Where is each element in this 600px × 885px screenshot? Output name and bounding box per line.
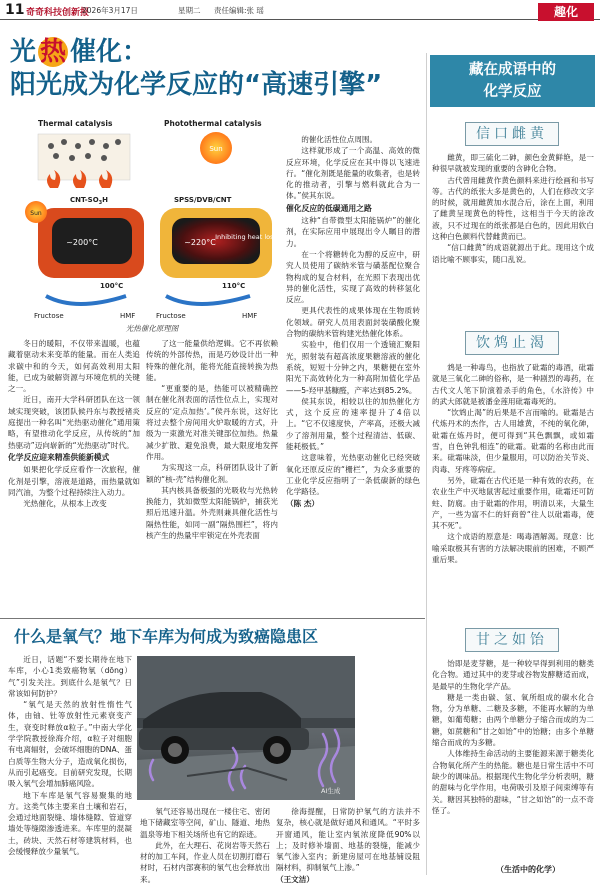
idiom-section-2 — [432, 362, 594, 565]
paragraph: 其内核具备极强的光吸收与光热转换能力，犹如微型太阳能锅炉，捕获光照后迅速升温。外壳则兼具催化活性与隔热性能，如同一副“隔热围栏”，将内核产生的热量牢牢锁定在外壳表面 — [146, 485, 278, 541]
byline: （王文洁） — [276, 874, 314, 884]
left-flow-arrow — [46, 296, 126, 304]
banner-line2: 化学反应 — [483, 83, 542, 100]
title-heat-char: 热 — [40, 37, 67, 67]
title-part-a: 光 — [10, 37, 37, 67]
article1-col1 — [8, 338, 140, 509]
sidebar-banner — [430, 55, 595, 107]
paragraph: 实验中，他们仅用一个透镜汇聚阳光，照射装有超高浓度果糖溶液的催化系统，短短十分钟之内，果糖便在室外阳光下高效转化为一种高附加值化学品——5-羟甲基糠醛，产率达到85.2%。 — [286, 340, 420, 395]
title-line2: 阳光成为化学反应的“高速引擎” — [10, 70, 383, 100]
left-catalyst: CNT-$SO_3H$ — [70, 196, 108, 206]
paragraph: 更具代表性的成果体现在生物质转化领域。研究人员用表面封装磺酸化聚合物的碳纳米管构建光热催化体系。 — [286, 306, 420, 339]
byline: （陈 杰） — [286, 498, 320, 508]
page-number: 11 — [5, 2, 25, 18]
paragraph: 了这一能量供给逻辑。它不再依赖传统的外部传热，而是巧妙设计出一种特殊的催化剂，能将光能直接转换为热能。 — [146, 339, 278, 382]
idiom-section-1 — [432, 152, 594, 265]
car-illustration — [137, 656, 355, 800]
right-temp: ~220°C — [184, 238, 216, 247]
right-fructose: Fructose — [156, 312, 186, 320]
subheading: 催化反应的低碳通用之路 — [286, 203, 372, 213]
idiom-title-2: 饮鸩止渴 — [465, 331, 559, 355]
paragraph: 如果把化学反应看作一次旅程，催化剂是引擎，溶液是道路，而热量就如同汽油，为整个过程持续注入动力。 — [8, 465, 140, 497]
right-hmf: HMF — [242, 312, 258, 320]
paragraph: 人体维持生命活动的主要能源来源于糖类化合物氧化所产生的热能。糖也是日常生活中不可缺少的调味品。根据现代生物化学分析表明，糖的甜味与化学作用，电荷吸引及原子间束缚等有关。糖因其独特的甜味，“甘之如饴”的一点不奇怪了。 — [432, 749, 594, 815]
left-heat: 100°C — [100, 282, 124, 290]
photothermal-title: Photothermal catalysis — [164, 119, 262, 128]
paragraph: 这个成语的原意是：喝毒酒解渴。现意：比喻采取极其有害的方法解决眼前的困难，不顾严重后果。 — [432, 532, 594, 565]
paragraph: 近日，南开大学科研团队在这一领域实现突破，该团队候丹东与教授褚炎庭提出一种名叫“光热驱动催化”通用策略，有望推动化学反应，从传统的“加热驱动”迈向崭新的“光热驱动”时代。 — [8, 395, 140, 450]
weekday: 星期二 — [178, 6, 201, 15]
title-part-b: 催化： — [70, 37, 149, 67]
photo-credit: AI生成 — [321, 787, 341, 795]
paragraph: 氡气还容易出现在一楼住宅、密闭地下储藏室等空间，矿山、隧道、地热温泉等地下相关场所也有它的踪迹。 — [140, 807, 270, 839]
article1-title — [10, 36, 420, 102]
article1-col2 — [146, 338, 278, 541]
subheading: 化学反应迎来精准供能新模式 — [8, 452, 110, 462]
article1-col3 — [286, 134, 420, 509]
sun-label-right: Sun — [209, 145, 223, 153]
paragraph: 冬日的暖阳，不仅带来温暖，也蕴藏着驱动未来变革的能量。而在人类追求碳中和的今天，如何高效利用太阳能，已成为破解资源与环境危机的关键之一。 — [8, 339, 140, 394]
sun-label-left: Sun — [30, 210, 42, 217]
paragraph: 这样就形成了一个高温、高效的微反应环境，化学反应在其中得以飞速进行。“催化剂既是能量的收集者，也是转化的推动者，引擎与燃料就此合为一体。”侯其东说。 — [286, 146, 420, 201]
newspaper-name: 奇奇科技创新报 — [26, 8, 90, 18]
article2-col1 — [8, 654, 132, 857]
banner-line1: 藏在成语中的 — [469, 61, 556, 78]
article2-title: 什么是氧气？地下车库为何成为致癌隐患区 — [14, 627, 319, 646]
idiom-title-1: 信口雌黄 — [465, 122, 559, 146]
inhibit-label: Inhibiting heat loss — [215, 233, 277, 241]
paragraph: 徐海提醒，日常防护氡气的方法并不复杂，核心就是做好通风和通风。“平时多开窗通风，能让室内氡浓度降低90%以上；及时修补墙面、地基的裂缝，能减少氡气渗入室内；新建房屋可在地基铺设阻隔材料，抑制氡气上渗。” — [276, 807, 420, 873]
paragraph: “氡气是天然的放射性惰性气体，由铀、钍等放射性元素衰变产生，衰变时释放α粒子。”中南大学化学学院教授徐海介绍，α粒子对细胞有电离辐射，会破坏细胞的DNA、蛋白质等生物大分子，造成氧化损伤，从而引起癌变。目前研究发现，长期吸入氡气会增加肺癌风险。 — [8, 700, 132, 789]
left-temp: ~200°C — [66, 238, 98, 247]
paragraph: 为实现这一点，科研团队设计了新颖的“核-壳”结构催化剂。 — [146, 463, 278, 484]
left-hmf: HMF — [120, 312, 136, 320]
paragraph: 这种“自带微型太阳能锅炉”的催化剂，在实际应用中展现出令人瞩目的潜力。 — [286, 216, 420, 248]
paragraph: 在一个将糖转化为醇的反应中，研究人员使用了碳纳米管与磺基配位聚合物构成的复合材料，在光照下表现出优异的催化活性，实现了高效的转移氢化反应。 — [286, 249, 420, 305]
paragraph: 侯其东说，相较以往的加热催化方式，这个反应的速率提升了4倍以上。“它不仅速度快，产率高，还极大减少了溶剂用量，整个过程清洁、低碳、能耗极低。” — [286, 396, 420, 452]
thermal-title: Thermal catalysis — [38, 119, 113, 128]
catalysis-diagram — [26, 112, 278, 326]
editor-credit: 责任编辑:张 瑶 — [214, 6, 264, 15]
idiom-section-3 — [432, 658, 594, 816]
paragraph: 的催化活性位点周围。 — [301, 135, 378, 144]
paragraph: 雌黄，即三硫化二砷，颜色金黄鲜艳，是一种很早就被发现的重要的含砷化合物。 — [432, 153, 594, 174]
right-heat: 110°C — [222, 282, 246, 290]
article2-col2 — [140, 806, 270, 885]
sidebar-source: （生活中的化学） — [496, 865, 560, 874]
left-fructose: Fructose — [34, 312, 64, 320]
paragraph: 近日，话题“不要长期待在地下车库，小心1类致癌物氡（dōng）气”引发关注。到底什么是氡气？日常该如何防护？ — [8, 655, 132, 698]
idiom-title-3: 甘之如饴 — [465, 628, 559, 652]
right-catalyst: SPSS/DVB/CNT — [174, 196, 232, 204]
figure-caption: 光热催化原理图 — [125, 324, 179, 333]
paragraph: “信口雌黄”的成语就源出于此。现用这个成语比喻不顾事实，随口乱说。 — [432, 243, 594, 264]
garage-photo — [137, 656, 355, 800]
right-flow-arrow — [166, 296, 250, 304]
paragraph: 古代曾用雌黄作黄色颜料来进行绘画和书写等。古代的纸张大多是黄色的，人们在修改文字的时候，就用雌黄加水混合后，涂在上面，利用了雌黄呈现黄色的特性，这相当于今天的涂改液，只不过现在的纸张都是白色的，因此用软白这种白色颜料代替雌黄而已。 — [432, 175, 594, 242]
paragraph: 另外，砒霜在古代还是一种有效的农药，在农业生产中灭地鼠害起过重要作用，砒霜还可防蛀、防腐。由于砒霜的作用，明清以来，大量生产，一些为富不仁的奸商曾“往人以砒霜毒，使其不死”。 — [432, 475, 594, 531]
page-header — [0, 0, 600, 20]
paragraph: 光热催化，从根本上改变 — [23, 499, 107, 509]
paragraph: 地下车库是氡气容易聚集的地方。这类气体主要来自土壤和岩石，会通过地面裂缝、墙体缝隙、管道穿墙处等缝隙渗透进来。车库里的混凝土，砖块、天然石材等建筑材料，也会缓慢释放少量氡气。 — [8, 790, 132, 857]
article2-col3 — [276, 806, 420, 885]
divider — [0, 618, 425, 619]
paragraph: 鸩是一种毒鸟，也指放了砒霜的毒酒，砒霜就是三氧化二砷的俗称，是一种剧烈的毒药，在古代文人笔下阶演着杀手的角色，《水浒传》中的武大郎就是被潘金莲用砒霜毒死的。 — [432, 363, 594, 406]
paragraph: 饴即是麦芽糖，是一种较早得到利用的糖类化合物。通过其中的麦芽或谷物发酵糖适而成，是最早的生物化学产品。 — [432, 659, 594, 691]
paragraph: “饮鸩止渴”的后果是不言而喻的。砒霜是古代炼丹术的杰作，古人用雄黄，不纯的氧化砷，砒霜在炼丹时，便可得到“其色飘飘，或如霜雪，自色钟乳相连”的砒霜。砒霜的名称由此而来。砒霜味淡，但少量服用，可以防治关节炎、肉毒、牙疼等病症。 — [432, 408, 594, 474]
issue-date: 2026年3月17日 — [82, 6, 138, 15]
paragraph: 此外，在大理石、花岗岩等天然石材的加工车间，作业人员在切割打磨石材时，石材内部赛积的氡气也会释放出来。 — [140, 840, 270, 884]
paragraph: 这意味着，光热驱动催化已经突破氧化还原反应的“栅栏”，为众多重要的工业化学反应指明了一条低碳新的绿色化学路径。 — [286, 453, 420, 497]
paragraph: 糖是一类由碳、氢、氧所组成的碳水化合物，分为单糖、二糖及多糖，不能再水解的为单糖，如葡萄糖；由两个单糖分子缩合而成的为二糖，如蔗糖和“甘之如饴”中的饴糖；由多个单糖缩合而成的为多糖。 — [432, 692, 594, 748]
paragraph: “更重要的是，热能可以被精确控制在催化剂表面的活性位点上，实现对反应的‘定点加热’。”侯丹东说，这好比将过去整个房间用火炉取暖的方式，升级为一束激光对准关键部位加热。热量减少扩散、避免浪费，最大限度地发挥作用。 — [146, 384, 278, 461]
section-tag: 趣化 — [538, 3, 594, 21]
